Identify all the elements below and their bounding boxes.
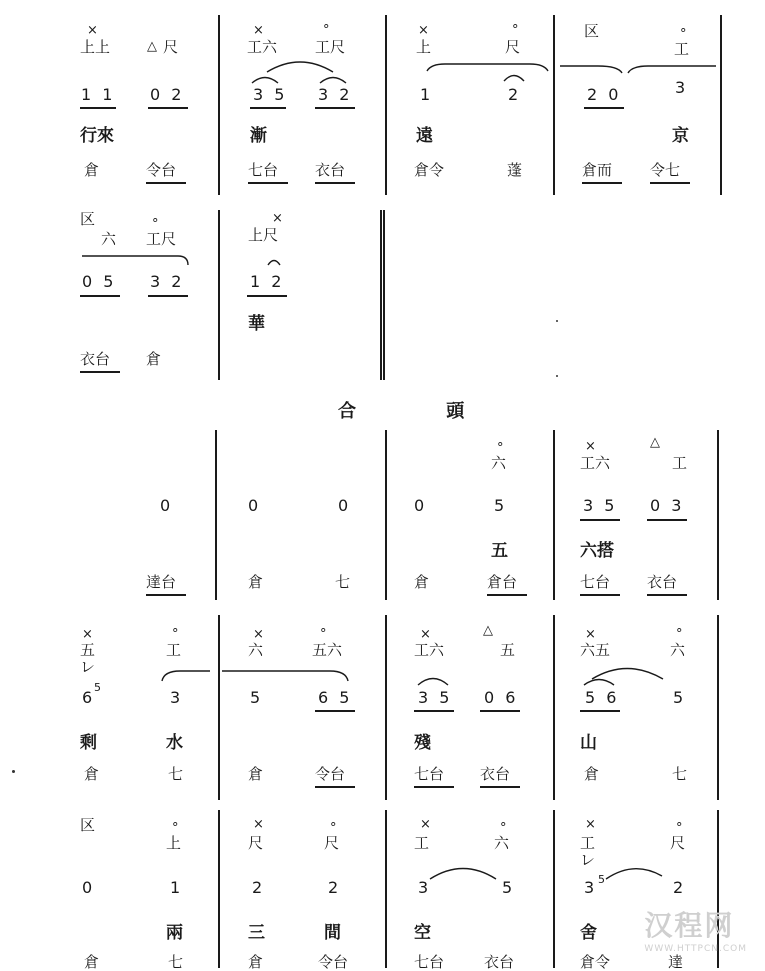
watermark-logo: 汉程网 — [644, 909, 735, 942]
slur — [428, 864, 498, 880]
jianpu-notes: 3 2 — [150, 272, 185, 291]
percussion: 衣台 — [484, 953, 515, 971]
beat-underline — [315, 182, 355, 184]
percussion: 令台 — [146, 161, 177, 179]
beat-underline — [146, 182, 186, 184]
percussion: 倉 — [584, 765, 600, 783]
gongche-note: 六 — [670, 641, 686, 659]
beat-mark-qu: 区 — [80, 816, 96, 834]
percussion: 衣台 — [80, 350, 111, 368]
jianpu-notes: 0 3 — [650, 496, 685, 515]
gongche-note: 尺 — [670, 834, 686, 852]
beat-underline — [582, 182, 622, 184]
beat-underline — [580, 519, 620, 521]
jianpu-notes: 1 — [420, 85, 434, 104]
gongche-note: 五 — [500, 641, 516, 659]
beat-mark-x: × — [420, 817, 431, 832]
slur — [266, 258, 282, 266]
beat-underline — [480, 786, 520, 788]
percussion: 倉 — [84, 161, 100, 179]
slur — [425, 62, 550, 72]
jianpu-notes: 3 — [584, 878, 598, 897]
percussion: 衣台 — [480, 765, 511, 783]
jianpu-notes: 0 — [338, 496, 352, 515]
gongche-note: 五六 — [312, 641, 343, 659]
beat-underline — [480, 710, 520, 712]
beat-underline — [148, 107, 188, 109]
percussion: 七 — [168, 953, 184, 971]
speck — [556, 320, 558, 322]
percussion: 倉令 — [414, 161, 445, 179]
lyric: 間 — [324, 923, 341, 943]
percussion: 倉 — [84, 765, 100, 783]
beat-mark-x: × — [253, 23, 264, 38]
percussion: 七台 — [414, 765, 445, 783]
beat-mark-triangle: △ — [483, 623, 493, 638]
jianpu-notes: 3 — [675, 78, 689, 97]
percussion: 達台 — [146, 573, 177, 591]
percussion: 倉台 — [487, 573, 518, 591]
final-barline — [380, 210, 385, 380]
beat-mark-circle: ° — [323, 23, 330, 38]
jianpu-notes: 5 — [250, 688, 264, 707]
beat-mark-circle: ° — [512, 23, 519, 38]
barline — [553, 810, 555, 968]
speck — [556, 375, 558, 377]
gongche-note: 工 — [166, 641, 182, 659]
slur — [80, 254, 190, 266]
barline — [717, 430, 719, 600]
lyric: 舍 — [580, 923, 597, 943]
barline — [385, 15, 387, 195]
jianpu-notes: 1 — [170, 878, 184, 897]
percussion: 衣台 — [315, 161, 346, 179]
gongche-note: 上上 — [80, 38, 111, 56]
slur — [502, 72, 526, 82]
jianpu-notes: 3 — [170, 688, 184, 707]
beat-underline — [80, 107, 116, 109]
beat-mark-triangle: △ — [147, 39, 157, 54]
slur — [604, 864, 664, 880]
gongche-note: 尺 — [505, 38, 521, 56]
beat-underline — [487, 594, 527, 596]
lyric: 殘 — [414, 733, 431, 753]
beat-mark-circle: ° — [676, 627, 683, 642]
jianpu-notes: 0 — [414, 496, 428, 515]
beat-underline — [650, 182, 690, 184]
beat-mark-x: × — [585, 817, 596, 832]
gongche-note: 工六 — [247, 38, 278, 56]
lyric: 六搭 — [580, 541, 614, 561]
jianpu-notes: 3 5 — [418, 688, 453, 707]
beat-mark-circle: ° — [330, 821, 337, 836]
jianpu-notes: 5 6 — [585, 688, 620, 707]
gongche-note: 上尺 — [248, 226, 279, 244]
jianpu-notes: 3 — [418, 878, 432, 897]
percussion: 七 — [672, 765, 688, 783]
beat-mark-circle: ° — [500, 821, 507, 836]
gongche-note: 工六 — [414, 641, 445, 659]
percussion: 倉 — [248, 573, 264, 591]
lyric: 空 — [414, 923, 431, 943]
jianpu-notes: 2 0 — [587, 85, 622, 104]
lyric: 剩 — [80, 733, 97, 753]
ornament-mark: レ — [580, 851, 596, 869]
jianpu-notes: 0 5 — [82, 272, 117, 291]
percussion: 倉 — [248, 953, 264, 971]
barline — [553, 430, 555, 600]
gongche-note: 六 — [491, 454, 507, 472]
percussion: 令七 — [650, 161, 681, 179]
barline — [218, 615, 220, 800]
barline — [717, 615, 719, 800]
beat-mark-circle: ° — [152, 217, 159, 232]
percussion: 倉而 — [582, 161, 613, 179]
gongche-note: 上 — [166, 834, 182, 852]
beat-mark-circle: ° — [172, 627, 179, 642]
lyric: 華 — [248, 314, 265, 334]
slur — [160, 668, 350, 682]
gongche-note: 尺 — [163, 38, 179, 56]
beat-underline — [647, 594, 687, 596]
barline — [553, 615, 555, 800]
percussion: 七台 — [580, 573, 611, 591]
beat-mark-circle: ° — [172, 821, 179, 836]
beat-underline — [414, 786, 454, 788]
gongche-note: 尺 — [248, 834, 264, 852]
jianpu-notes: 0 — [82, 878, 96, 897]
beat-mark-x: × — [82, 627, 93, 642]
gongche-note: 上 — [416, 38, 432, 56]
watermark-url: WWW.HTTPCN.COM — [644, 944, 747, 954]
beat-mark-x: × — [87, 23, 98, 38]
lyric: 五 — [491, 541, 508, 561]
lyric: 水 — [166, 733, 183, 753]
gongche-note: 五 — [80, 641, 96, 659]
beat-underline — [146, 594, 186, 596]
percussion: 衣台 — [647, 573, 678, 591]
beat-underline — [315, 786, 355, 788]
lyric: 兩 — [166, 923, 183, 943]
jianpu-notes: 3 2 — [318, 85, 353, 104]
barline — [218, 15, 220, 195]
percussion: 倉 — [84, 953, 100, 971]
percussion: 達 — [668, 953, 684, 971]
beat-mark-circle: ° — [320, 627, 327, 642]
gongche-note: 六 — [248, 641, 264, 659]
beat-mark-x: × — [253, 627, 264, 642]
barline — [385, 810, 387, 968]
beat-underline — [647, 519, 687, 521]
beat-underline — [80, 295, 120, 297]
lyric: 漸 — [250, 126, 267, 146]
beat-underline — [248, 182, 288, 184]
beat-underline — [315, 710, 355, 712]
lyric: 山 — [580, 733, 597, 753]
gongche-note: 六 — [101, 230, 117, 248]
slur — [558, 64, 718, 74]
beat-underline — [580, 710, 620, 712]
jianpu-notes: 0 6 — [484, 688, 519, 707]
beat-underline — [584, 107, 624, 109]
beat-mark-x: × — [272, 211, 283, 226]
beat-mark-circle: ° — [497, 441, 504, 456]
watermark — [644, 904, 747, 954]
percussion: 七台 — [414, 953, 445, 971]
barline — [385, 615, 387, 800]
jianpu-notes: 2 — [508, 85, 522, 104]
gongche-note: 工尺 — [146, 230, 177, 248]
lyric: 遠 — [416, 126, 433, 146]
jianpu-notes: 2 — [673, 878, 687, 897]
ornament-grace: 5 — [94, 681, 104, 694]
lyric: 三 — [248, 923, 265, 943]
percussion: 令台 — [318, 953, 349, 971]
percussion: 七 — [168, 765, 184, 783]
lyric: 行來 — [80, 126, 114, 146]
barline — [385, 430, 387, 600]
percussion: 倉 — [248, 765, 264, 783]
beat-mark-x: × — [418, 23, 429, 38]
slur — [318, 74, 348, 84]
lyric: 京 — [672, 126, 689, 146]
jianpu-notes: 1 1 — [81, 85, 116, 104]
jianpu-notes: 0 — [160, 496, 174, 515]
jianpu-notes: 5 — [502, 878, 516, 897]
slur — [416, 674, 450, 686]
speck — [12, 770, 15, 773]
beat-underline — [247, 295, 287, 297]
jianpu-notes: 2 — [252, 878, 266, 897]
barline — [218, 810, 220, 968]
gongche-note: 工尺 — [315, 38, 346, 56]
barline — [553, 15, 555, 195]
jianpu-notes: 0 — [248, 496, 262, 515]
jianpu-notes: 3 5 — [583, 496, 618, 515]
barline — [218, 210, 220, 380]
gongche-note: 尺 — [324, 834, 340, 852]
beat-mark-circle: ° — [680, 27, 687, 42]
ornament-mark: レ — [80, 658, 96, 676]
beat-underline — [580, 594, 620, 596]
jianpu-notes: 6 — [82, 688, 96, 707]
slur — [582, 676, 616, 686]
jianpu-notes: 5 — [673, 688, 687, 707]
beat-mark-triangle: △ — [650, 435, 660, 450]
gongche-note: 六 — [494, 834, 510, 852]
jianpu-notes: 6 5 — [318, 688, 353, 707]
beat-mark-qu: 区 — [584, 22, 600, 40]
slur — [250, 74, 280, 84]
slur — [265, 58, 335, 74]
percussion: 倉令 — [580, 953, 611, 971]
jianpu-notes: 1 2 — [250, 272, 285, 291]
jianpu-notes: 2 — [328, 878, 342, 897]
beat-mark-circle: ° — [676, 821, 683, 836]
percussion: 倉 — [414, 573, 430, 591]
beat-mark-qu: 区 — [80, 210, 96, 228]
barline — [720, 15, 722, 195]
ornament-grace: 5 — [598, 873, 608, 886]
jianpu-notes: 5 — [494, 496, 508, 515]
gongche-note: 六五 — [580, 641, 611, 659]
section-title: 合 頭 — [338, 401, 507, 422]
beat-mark-x: × — [585, 627, 596, 642]
gongche-note: 工六 — [580, 454, 611, 472]
jianpu-notes: 0 2 — [150, 85, 185, 104]
barline — [215, 430, 217, 600]
percussion: 七台 — [248, 161, 279, 179]
percussion: 令台 — [315, 765, 346, 783]
beat-underline — [80, 371, 120, 373]
gongche-note: 工 — [580, 834, 596, 852]
percussion: 倉 — [146, 350, 162, 368]
beat-underline — [250, 107, 286, 109]
percussion: 蓬 — [507, 161, 523, 179]
percussion: 七 — [335, 573, 351, 591]
beat-mark-x: × — [253, 817, 264, 832]
beat-mark-x: × — [420, 627, 431, 642]
gongche-note: 工 — [414, 834, 430, 852]
gongche-note: 工 — [672, 454, 688, 472]
beat-underline — [414, 710, 454, 712]
beat-mark-x: × — [585, 439, 596, 454]
beat-underline — [315, 107, 355, 109]
gongche-note: 工 — [674, 40, 690, 58]
beat-underline — [148, 295, 188, 297]
jianpu-notes: 3 5 — [253, 85, 288, 104]
